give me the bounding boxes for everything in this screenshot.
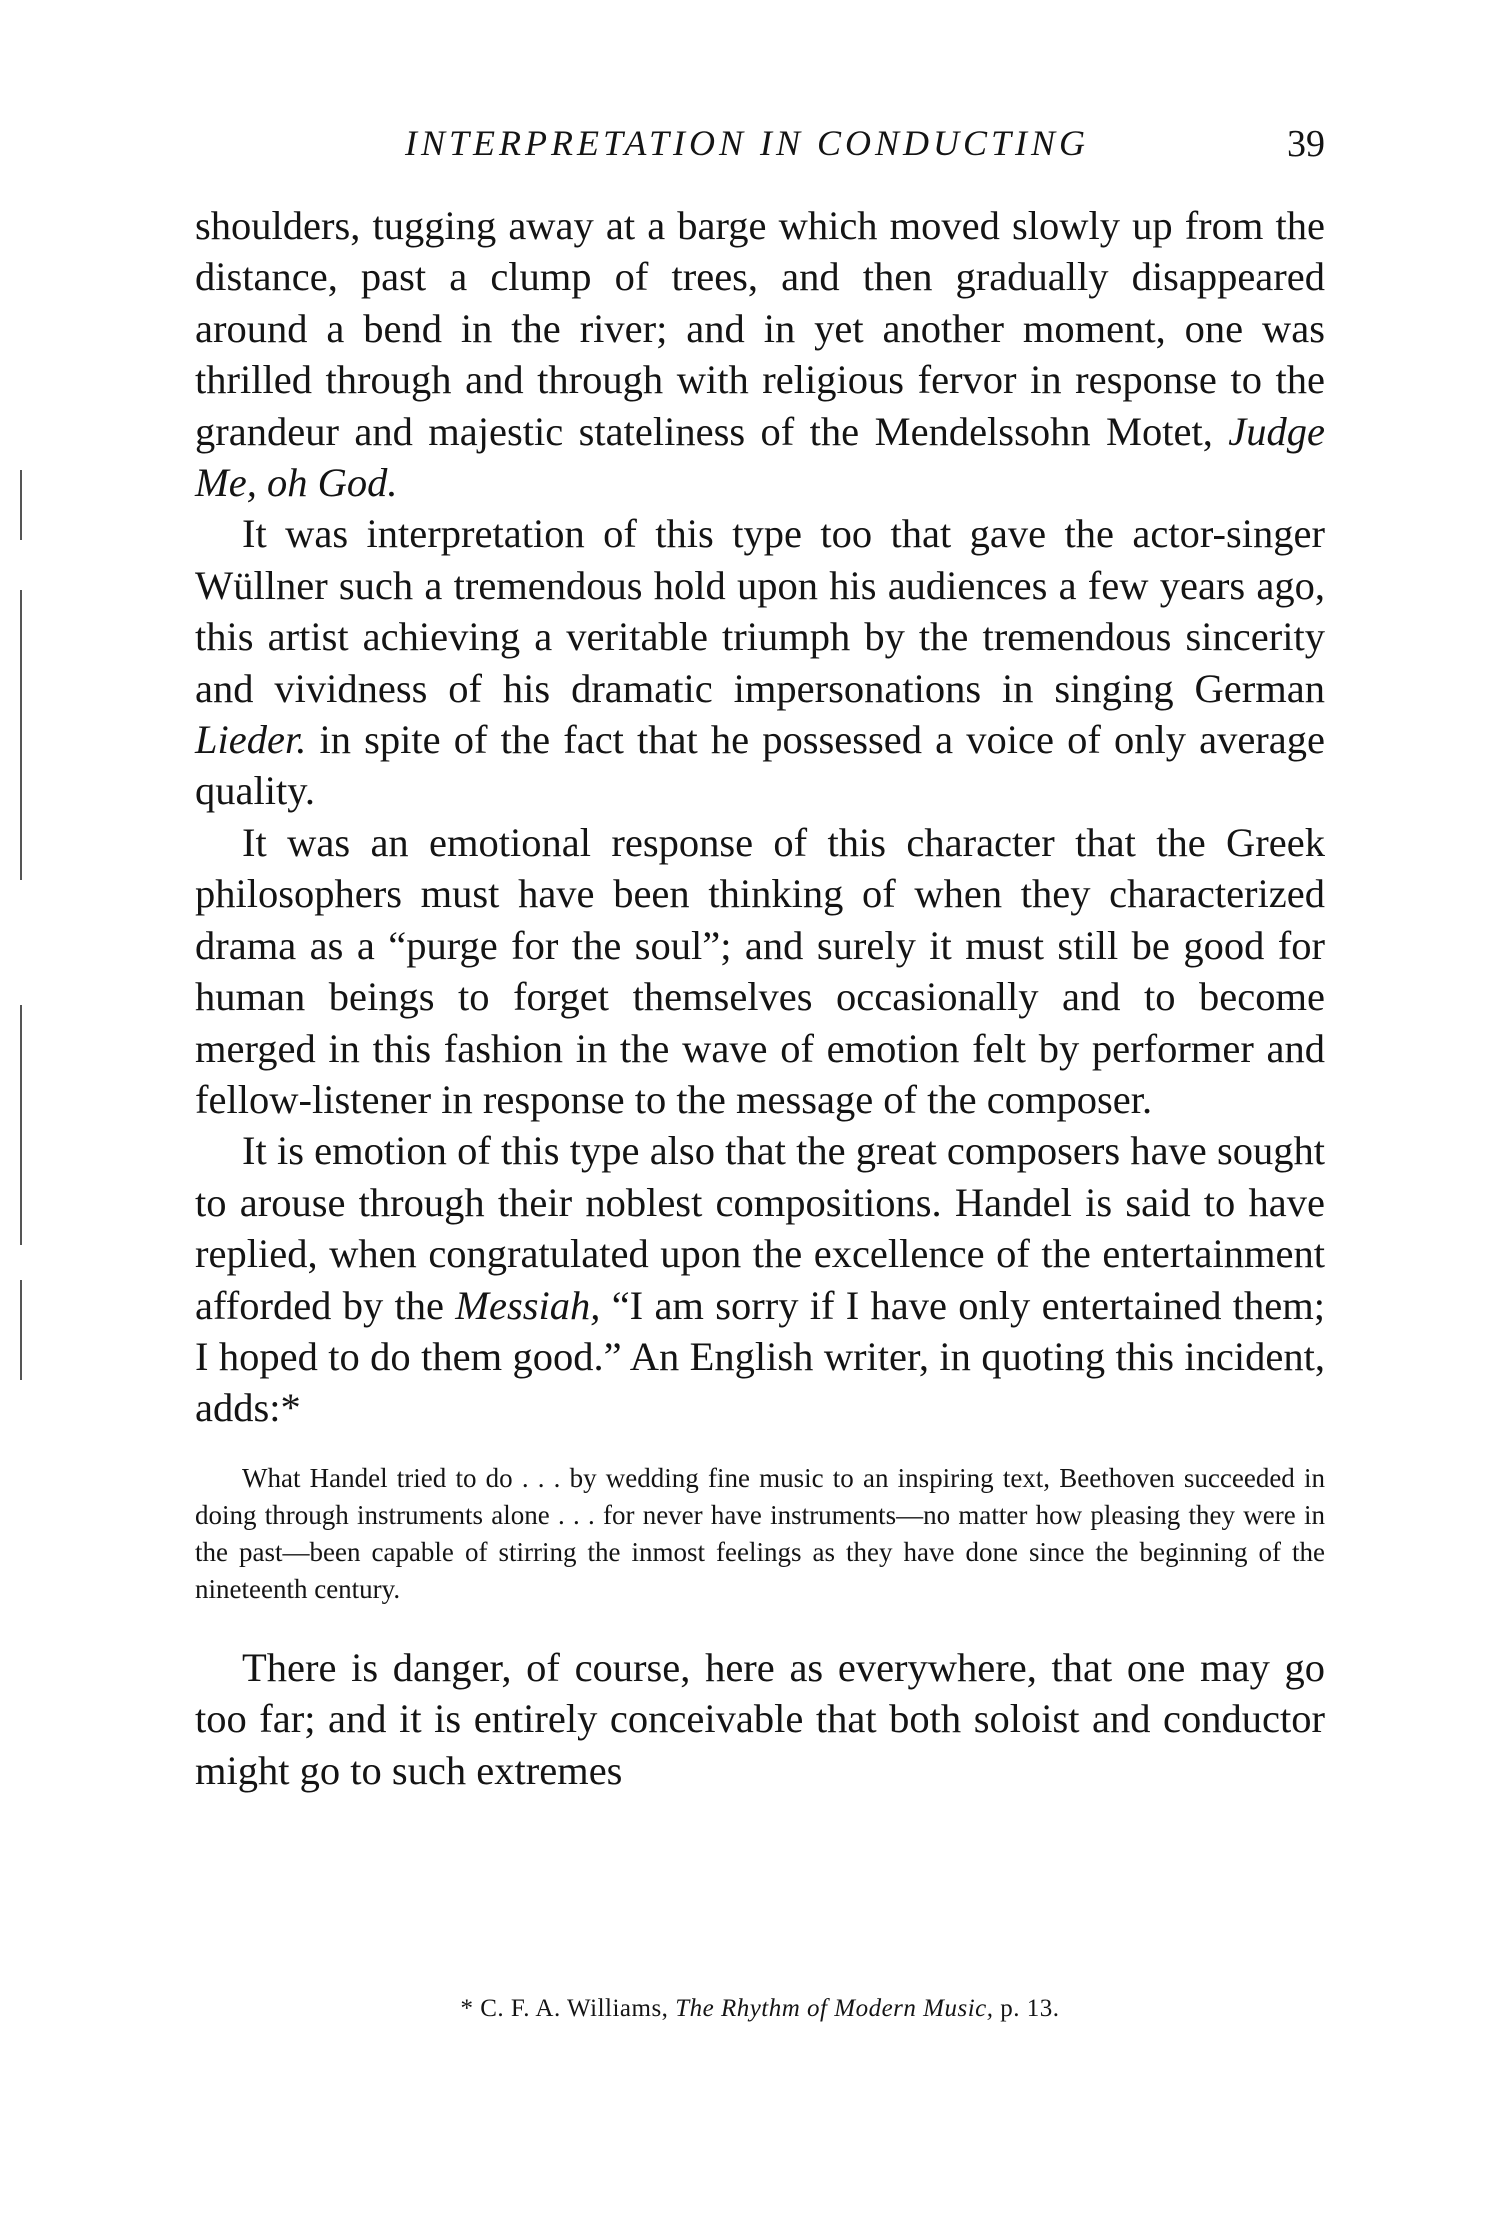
lieder-term: Lieder. xyxy=(195,717,307,763)
margin-scan-line xyxy=(20,590,22,880)
margin-scan-line xyxy=(20,470,22,540)
margin-scan-line xyxy=(20,1280,22,1380)
footnote: * C. F. A. Williams, The Rhythm of Modern Music, p. 13. xyxy=(460,1995,1060,2022)
paragraph-continued: shoulders, tugging away at a barge which moved slowly up from the distance, past a clump of trees, and then gradually disappeared around a bend in the river; and in yet another moment, one was thrilled through and through with religious fervor in response to the grandeur and majestic stateliness of the Mendelssohn Motet, Judge Me, oh God. xyxy=(195,203,1325,506)
paragraph-greek-philosophers: It was an emotional response of this character that the Greek philosophers must have been thinking of when they characterized drama as a “purge for the soul”; and surely it must still be good for human beings to forget themselves occasionally and to become merged in this fashion in the wave of emotion felt by performer and fellow-listener in response to the message of the composer. xyxy=(195,819,1325,1122)
page-number: 39 xyxy=(1287,123,1325,165)
paragraph-handel: It is emotion of this type also that the great composers have sought to arouse through their noblest compositions. Handel is said to have replied, when congratulated upon the excellence of the entertainment afforded by the Messiah, “I am sorry if I have only entertained them; I hoped to do them good.” An English writer, in quoting this incident, adds:* xyxy=(195,1128,1325,1431)
running-title: INTERPRETATION IN CONDUCTING xyxy=(405,123,1090,163)
body-text xyxy=(195,200,1325,1796)
block-quote: What Handel tried to do . . . by wedding fine music to an inspiring text, Beethoven succeeded in doing through instruments alone . . . for never have instruments—no matter how pleasing they were in the past—been capable of stirring the inmost feelings as they have done since the beginning of the nineteenth century. xyxy=(195,1462,1325,1604)
page-header xyxy=(195,122,1325,172)
messiah-title: Messiah, xyxy=(455,1282,601,1328)
paragraph-danger: There is danger, of course, here as everywhere, that one may go too far; and it is entirely conceivable that both soloist and conductor might go to such extremes xyxy=(195,1644,1325,1793)
margin-scan-line xyxy=(20,1005,22,1245)
footnote-book-title: The Rhythm of Modern Music, xyxy=(675,1995,994,2022)
paragraph-wullner: It was interpretation of this type too that gave the actor-singer Wüllner such a tremendous hold upon his audiences a few years ago, this artist achieving a veritable triumph by the tremendous sincerity and vividness of his dramatic impersonations in singing German Lieder. in spite of the fact that he possessed a voice of only average quality. xyxy=(195,511,1325,814)
motet-title: Judge Me, oh God. xyxy=(195,408,1325,506)
